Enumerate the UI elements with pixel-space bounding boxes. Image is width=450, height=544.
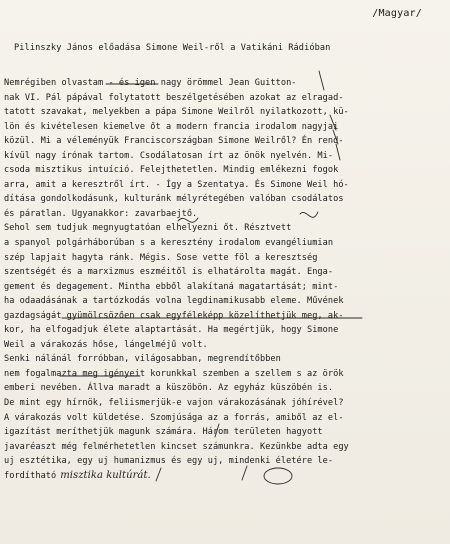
text-line: Nemrégiben olvastam - és igen nagy örömmel Jean Guitton- — [4, 78, 297, 88]
text-line: gement és degagement. Mintha ebből alakítaná magatartását; mint- — [4, 281, 339, 292]
text-line: Sehol sem tudjuk megnyugtatóan elhelyezni őt. Résztvett — [4, 223, 292, 234]
text-line: közül. Mi a véleményük Franciscországban Simone Weilről? Én rend- — [4, 136, 344, 147]
text-line: és páratlan. Ugyanakkor: zavarbaejtő. — [4, 208, 198, 219]
text-line: nem fogalmazta meg igényeit korunkkal szemben a szellem s az örök — [4, 368, 344, 379]
text-line: tatott szavakat, melyekben a pápa Simone Weilről nyilatkozott, kü- — [4, 107, 349, 118]
text-line-final-typed: fordítható — [4, 470, 57, 481]
text-line: javaréaszt még felmérhetetlen kincset számunkra. Kezünkbe adta egy — [4, 441, 349, 452]
text-line: A várakozás volt küldetése. Szomjúsága az a forrás, amiből az el- — [4, 412, 344, 423]
text-line: dítása gondolkodásunk, kulturánk mélyrétegében valóban csodálatos — [4, 194, 344, 205]
text-line: Senki nálánál forróbban, világosabban, megrendítőbben — [4, 354, 281, 365]
text-line: kívül nagy írónak tartom. Csodálatosan írt az önök nyelvén. Mi- — [4, 150, 334, 161]
text-line: lön és kivételesen kiemelve őt a modern francia irodalom nagyjai — [4, 121, 339, 132]
text-line: szentségét és a marxizmus eszméitől is elhatárolta magát. Enga- — [4, 267, 334, 278]
text-line: De mint egy hírnök, feliismerjük-e vajon várakozásának jóhírével? — [4, 398, 344, 409]
text-line: csoda misztikus intuíció. Felejthetetlen. Mindig emlékezni fogok — [4, 165, 339, 176]
text-line: ha odaadásának a tartózkodás volna legdinamikusabb eleme. Művének — [4, 296, 344, 307]
document-body — [4, 76, 446, 483]
text-line-final — [4, 469, 446, 484]
text-line: igazítást meríthetjük magunk számára. Három területen hagyott — [4, 427, 323, 438]
text-line: uj esztétika, egy uj humanizmus és egy uj, mindenki életére le- — [4, 456, 334, 467]
document-title: Pilinszky János előadása Simone Weil-ről a Vatikáni Rádióban — [14, 43, 331, 53]
handwritten-ending: misztika kultúrát. — [60, 469, 151, 481]
text-line: Weil a várakozás hőse, lángelméjű volt. — [4, 339, 208, 350]
language-tag: /Magyar/ — [372, 8, 422, 19]
text-line: arra, amit a keresztről írt. - Így a Szentatya. És Simone Weil hó- — [4, 179, 349, 190]
text-line: nak VI. Pál pápával folytatott beszélgetésében azokat az elragad- — [4, 92, 344, 103]
text-line: emberi nevében. Állva maradt a küszöbön. Az egyház küszöbén is. — [4, 383, 334, 394]
text-line: szép lapjait hagyta ránk. Mégis. Sose vette föl a keresztség — [4, 252, 318, 263]
text-line: kor, ha elfogadjuk élete alaptartását. Ha megértjük, hogy Simone — [4, 325, 339, 336]
text-line: gazdagságát gyümölcsözően csak egyféleképp közelíthetjük meg, ak- — [4, 310, 344, 321]
text-line: a spanyol polgárháborúban s a keresztény irodalom evangéliumian — [4, 238, 334, 249]
